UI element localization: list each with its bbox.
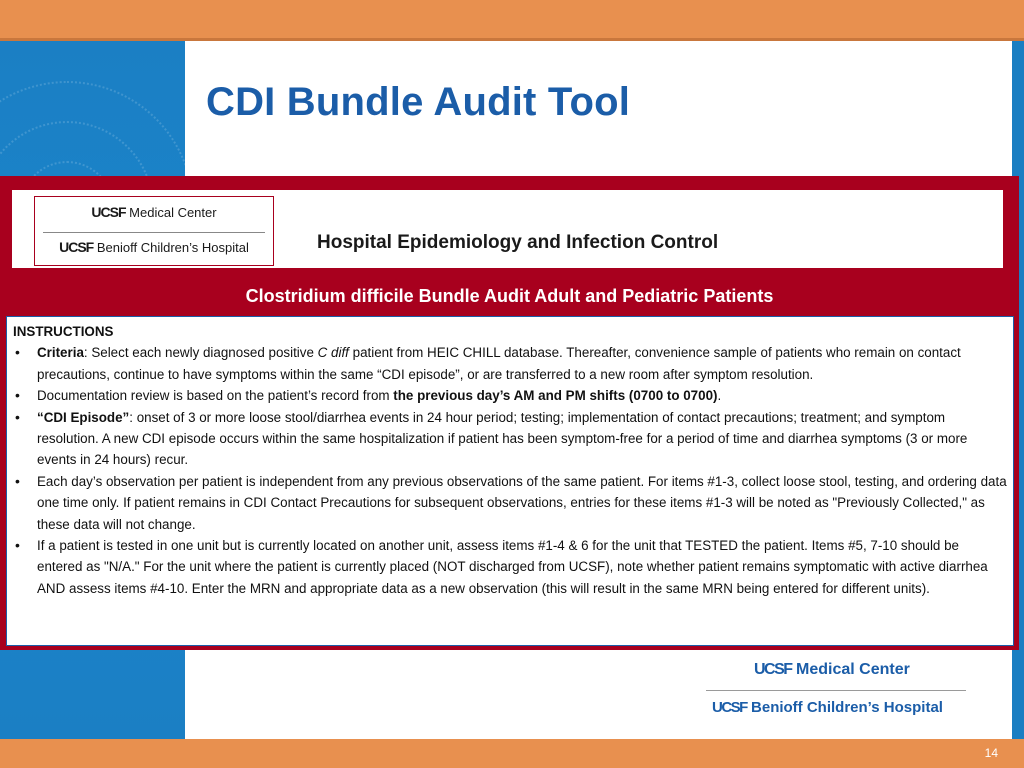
top-accent-bar bbox=[0, 0, 1024, 38]
logo-line-medical-center bbox=[35, 204, 273, 220]
bullet-text: Each day’s observation per patient is independent from any previous observations of the same patient. For items #1-3, collect loose stool, testing, and ordering data one time only. If patient remains in CDI Contact Precautions for subsequent observations, entries for these items #1-3 will be noted as "Previously Collected," as these data will not change. bbox=[37, 473, 1007, 532]
footer-logo-text: Medical Center bbox=[796, 661, 910, 678]
logo-line-childrens-hospital bbox=[35, 239, 273, 255]
footer-logo-text: Benioff Children’s Hospital bbox=[751, 699, 943, 716]
bullet-text: Documentation review is based on the patient’s record from bbox=[37, 388, 394, 404]
list-item bbox=[13, 342, 1007, 385]
audit-document-image bbox=[0, 176, 1019, 650]
bullet-text: . bbox=[717, 388, 722, 404]
document-header bbox=[12, 190, 1003, 268]
ucsf-wordmark: UCSF bbox=[754, 661, 792, 678]
bullet-text: : onset of 3 or more loose stool/diarrhea events in 24 hour period; testing; implementation of contact precautions; treatment; and symptom resolution. A new CDI episode occurs within the same hospitalization if patient has been symptom-free for a period of time and diarrhea symptoms (3 or more events in 24 hours) recur. bbox=[37, 409, 968, 468]
footer-logo-medical-center bbox=[754, 661, 910, 679]
bullet-bold: the previous day’s AM and PM shifts (0700 to 0700) bbox=[393, 388, 718, 404]
slide-title: CDI Bundle Audit Tool bbox=[206, 80, 631, 124]
bullet-text: patient from HEIC CHILL database. Thereafter, convenience sample of patients who remain on contact precautions, continue to have symptoms within the same “CDI episode”, or are transferred to a new room after symptom resolution. bbox=[37, 345, 961, 382]
bullet-italic: C diff bbox=[317, 345, 349, 361]
ucsf-wordmark: UCSF bbox=[712, 699, 747, 716]
bottom-accent-bar bbox=[0, 739, 1024, 768]
logo-text: Medical Center bbox=[129, 205, 217, 220]
list-item bbox=[13, 385, 1007, 406]
footer-logo-divider bbox=[706, 690, 966, 691]
logo-divider bbox=[43, 232, 265, 233]
instructions-heading: INSTRUCTIONS bbox=[13, 324, 114, 339]
instructions-box bbox=[6, 316, 1014, 646]
bullet-label: “CDI Episode” bbox=[37, 409, 130, 425]
list-item bbox=[13, 471, 1007, 535]
bullet-text: If a patient is tested in one unit but is currently located on another unit, assess items #1-4 & 6 for the unit that TESTED the patient. Items #5, 7-10 should be entered as "N/A." For the unit where the patient is currently placed (NOT discharged from UCSF), note whether patient remains symptomatic with active diarrhea AND assess items #4-10. Enter the MRN and appropriate data as a new observation (this will result in the same MRN being entered for different units). bbox=[37, 538, 988, 596]
ucsf-logo-box bbox=[34, 196, 274, 266]
bullet-label: Criteria bbox=[37, 345, 84, 361]
document-title: Clostridium difficile Bundle Audit Adult and Pediatric Patients bbox=[245, 286, 774, 306]
footer-logo-childrens-hospital bbox=[712, 699, 943, 716]
department-title: Hospital Epidemiology and Infection Control bbox=[317, 232, 719, 253]
list-item bbox=[13, 407, 1007, 471]
instructions-list bbox=[13, 342, 1007, 599]
ucsf-wordmark: UCSF bbox=[59, 239, 94, 255]
logo-text: Benioff Children’s Hospital bbox=[96, 240, 249, 255]
list-item bbox=[13, 535, 1007, 599]
bullet-text: : Select each newly diagnosed positive bbox=[83, 345, 318, 361]
ucsf-wordmark: UCSF bbox=[91, 204, 126, 220]
page-number: 14 bbox=[984, 746, 998, 760]
